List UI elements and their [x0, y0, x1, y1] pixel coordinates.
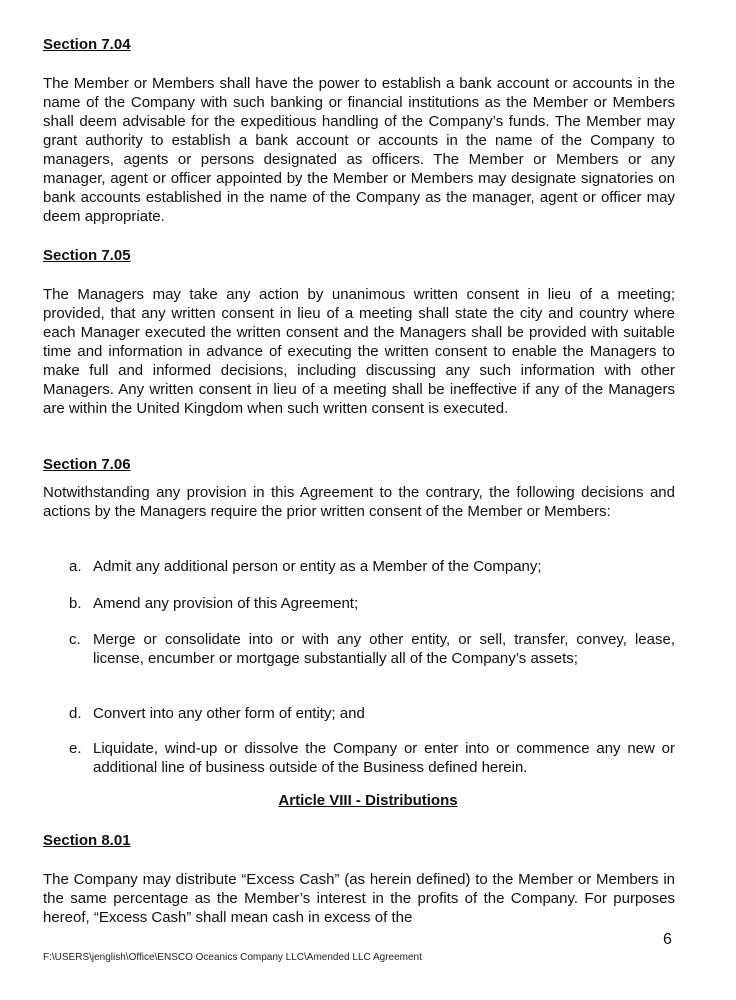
- list-marker: b.: [69, 595, 82, 612]
- list-item: [69, 557, 675, 576]
- list-item: [69, 630, 675, 668]
- section-heading-7-04: Section 7.04: [43, 36, 131, 53]
- list-item-text: Liquidate, wind-up or dissolve the Company or enter into or commence any new or additional line of business outside of the Business defined herein.: [93, 740, 675, 776]
- list-marker: d.: [69, 705, 82, 722]
- section-7-05-paragraph: The Managers may take any action by unanimous written consent in lieu of a meeting; provided, that any written consent in lieu of a meeting shall state the city and country where each Manager executed the written consent and the Managers shall be provided with suitable time and information in advance of executing the written consent to enable the Managers to make full and informed decisions, including discussing any such information with other Managers. Any written consent in lieu of a meeting shall be ineffective if any of the Managers are within the United Kingdom when such written consent is executed.: [43, 286, 675, 417]
- section-heading-7-05: Section 7.05: [43, 247, 131, 264]
- list-item-text: Convert into any other form of entity; and: [93, 705, 365, 722]
- list-item-text: Admit any additional person or entity as a Member of the Company;: [93, 558, 542, 575]
- section-7-06-paragraph: Notwithstanding any provision in this Agreement to the contrary, the following decisions and actions by the Managers require the prior written consent of the Member or Members:: [43, 484, 675, 520]
- list-marker: c.: [69, 631, 81, 648]
- footer-file-path: F:\USERS\jenglish\Office\ENSCO Oceanics Company LLC\Amended LLC Agreement: [43, 952, 422, 963]
- list-item: [69, 594, 675, 613]
- list-marker: e.: [69, 740, 82, 757]
- list-item: [69, 739, 675, 777]
- list-item: [69, 704, 675, 723]
- article-title: Article VIII - Distributions: [278, 792, 458, 809]
- section-8-01-paragraph: The Company may distribute “Excess Cash” (as herein defined) to the Member or Members in the same percentage as the Member’s interest in the profits of the Company. For purposes hereof, “Excess Cash” shall mean cash in excess of the: [43, 871, 675, 926]
- section-heading-8-01: Section 8.01: [43, 832, 131, 849]
- section-7-04-paragraph: The Member or Members shall have the power to establish a bank account or accounts in the name of the Company with such banking or financial institutions as the Member or Members shall deem advisable for the expeditious handling of the Company’s funds. The Member may grant authority to establish a bank account or accounts in the name of the Company to managers, agents or persons designated as officers. The Member or Members or any manager, agent or officer appointed by the Member or Members may designate signatories on bank accounts established in the name of the Company as the manager, agent or officer may deem appropriate.: [43, 75, 675, 225]
- list-item-text: Amend any provision of this Agreement;: [93, 595, 359, 612]
- page-number: 6: [663, 931, 672, 948]
- list-marker: a.: [69, 558, 82, 575]
- list-item-text: Merge or consolidate into or with any other entity, or sell, transfer, convey, lease, license, encumber or mortgage substantially all of the Company’s assets;: [93, 631, 675, 667]
- section-heading-7-06: Section 7.06: [43, 456, 131, 473]
